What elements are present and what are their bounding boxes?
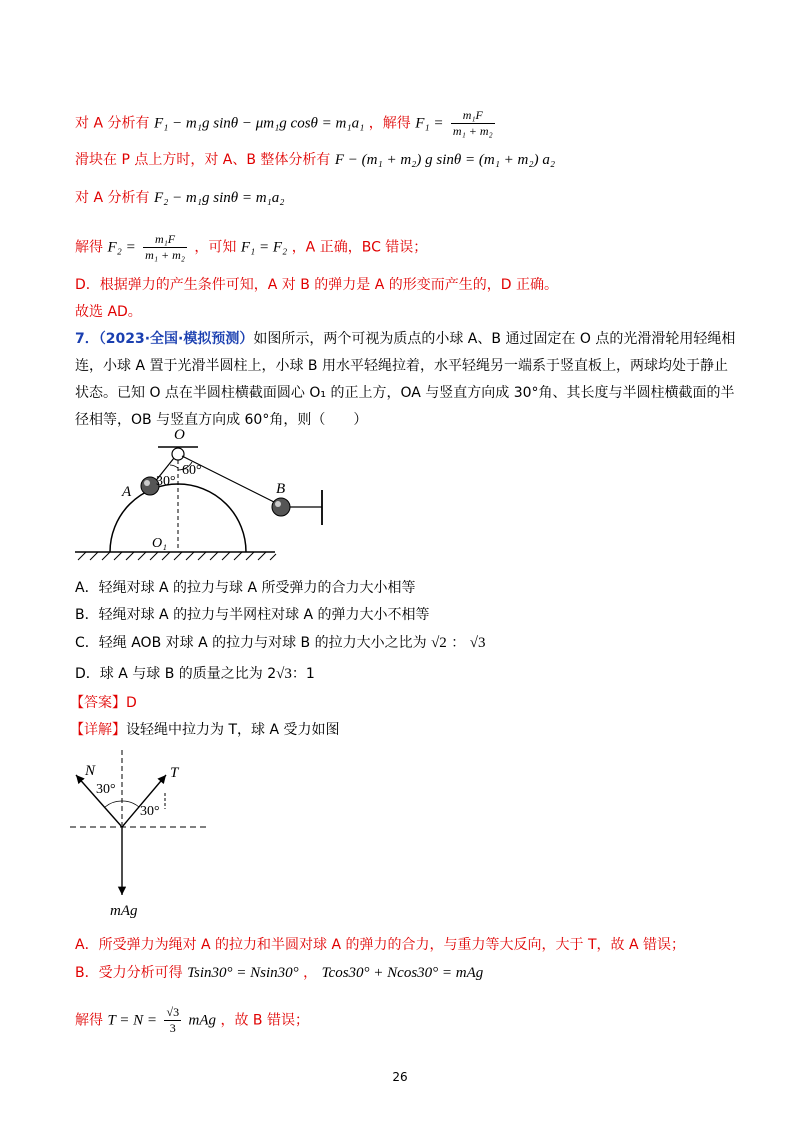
option-D-root-3: √3 [276,666,292,682]
line4-numerator: m₁F [143,232,187,248]
line4-equation: F₁ = F₂ [240,239,288,256]
detail-C-rhs: mAg [188,1012,217,1029]
analysis-line-2 [75,150,555,170]
line4-denominator: m₁ + m₂ [145,248,185,262]
detail-label: 【详解】 [70,722,126,738]
detail-text: 设轻绳中拉力为 T，球 A 受力如图 [126,722,340,738]
pulley-diagram [70,425,340,570]
option-C-root-2: √2 [431,635,447,651]
label-A: A [122,484,132,500]
line2-prefix: 滑块在 P 点上方时，对 A、B 整体分析有 [75,152,331,168]
ball-B [272,498,290,516]
detail-C-denominator: 3 [169,1021,176,1035]
force-T-arrow [122,775,166,827]
label-angle-60: 60° [182,463,202,478]
detail-line-A: A．所受弹力为绳对 A 的拉力和半圆对球 A 的弹力的合力，与重力等大反向，大于 T，故 A 错误； [75,937,686,953]
label-O: O [174,427,185,443]
line1-denominator: m₁ + m₂ [452,124,493,138]
detail-B-separator: ， [303,965,318,981]
label-B: B [276,481,286,497]
analysis-line-1 [75,108,498,139]
detail-line-C [75,1005,309,1036]
label-mAg: mAg [110,903,138,919]
detail-line-B [75,963,483,983]
line4-prefix: 解得 [75,239,103,256]
question-stem-line-4: 径相等，OB 与竖直方向成 60°角，则（ ） [75,412,368,428]
detail-B-eq1: Tsin30° = Nsin30° [187,965,299,981]
line4-fraction [143,232,187,263]
question-stem-line-2: 连，小球 A 置于光滑半圆柱上，小球 B 用水平轻绳拉着，水平轻绳另一端系于竖直板上，两球均处于静止 [75,358,728,374]
line1-mid: ，解得 [368,115,411,132]
option-C [75,633,485,653]
line4-mid: ，可知 [194,239,237,256]
line4-suffix: ，A 正确，BC 错误； [291,239,428,256]
question-source: （2023·全国·模拟预测） [98,331,254,347]
analysis-line-6: 故选 AD。 [75,304,142,320]
label-angle-left: 30° [96,782,116,797]
answer-line [70,693,137,713]
line1-numerator: m₁F [451,108,495,124]
angle-arc-N [105,801,122,807]
line1-fraction [451,108,495,139]
detail-C-fraction [164,1005,181,1036]
option-B: B．轻绳对球 A 的拉力与半网柱对球 A 的弹力大小不相等 [75,607,430,623]
question-stem-line-1 [75,329,735,349]
line1-equation: F₁ − m₁g sinθ − μm₁g cosθ = m₁a₁ [153,115,365,132]
detail-B-eq2: Tcos30° + Ncos30° = mAg [321,965,484,981]
line1-lhs: F₁ = [415,115,444,132]
option-C-root-3: √3 [469,635,486,651]
detail-C-suffix: ，故 B 错误； [220,1012,309,1029]
answer-value: D [126,695,137,711]
line2-equation: F − (m₁ + m₂) g sinθ = (m₁ + m₂) a₂ [334,152,556,168]
detail-C-prefix: 解得 [75,1012,103,1029]
page-number: 26 [392,1070,408,1084]
analysis-line-3 [75,188,285,208]
line3-equation: F₂ − m₁g sinθ = m₁a₂ [153,190,285,206]
analysis-line-4 [75,232,427,263]
option-C-prefix: C．轻绳 AOB 对球 A 的拉力与对球 B 的拉力大小之比为 [75,635,427,651]
analysis-line-5: D．根据弹力的产生条件可知，A 对 B 的弹力是 A 的形变而产生的，D 正确。 [75,277,559,293]
detail-C-numerator: √3 [166,1005,180,1019]
stem-text-1: 如图所示，两个可视为质点的小球 A、B 通过固定在 O 点的光滑滑轮用轻绳相 [253,331,736,347]
label-angle-30: 30° [156,474,176,489]
line1-prefix: 对 A 分析有 [75,115,150,132]
label-angle-right: 30° [140,804,160,819]
question-number: 7． [75,331,99,347]
label-N: N [85,763,96,779]
detail-C-lhs: T = N = [107,1012,158,1029]
line4-lhs: F₂ = [107,239,136,256]
label-O1: O₁ [152,536,167,551]
question-stem-line-3: 状态。已知 O 点在半圆柱横截面圆心 O₁ 的正上方，OA 与竖直方向成 30°角、其长度与半圆柱横截面的半 [75,385,735,401]
detail-B-prefix: B．受力分析可得 [75,965,183,981]
option-D-prefix: D．球 A 与球 B 的质量之比为 2 [75,666,277,682]
force-diagram [60,745,230,930]
answer-label: 【答案】 [70,695,126,711]
ground-hatching [78,552,276,560]
detail-line [70,720,339,740]
option-D [75,664,315,684]
line3-prefix: 对 A 分析有 [75,190,150,206]
option-A: A．轻绳对球 A 的拉力与球 A 所受弹力的合力大小相等 [75,580,416,596]
angle-arc-30 [170,465,178,468]
option-C-separator: ： [451,635,466,651]
angle-arc-T [122,801,139,807]
label-T: T [170,765,179,781]
option-D-suffix: ：1 [291,666,315,682]
